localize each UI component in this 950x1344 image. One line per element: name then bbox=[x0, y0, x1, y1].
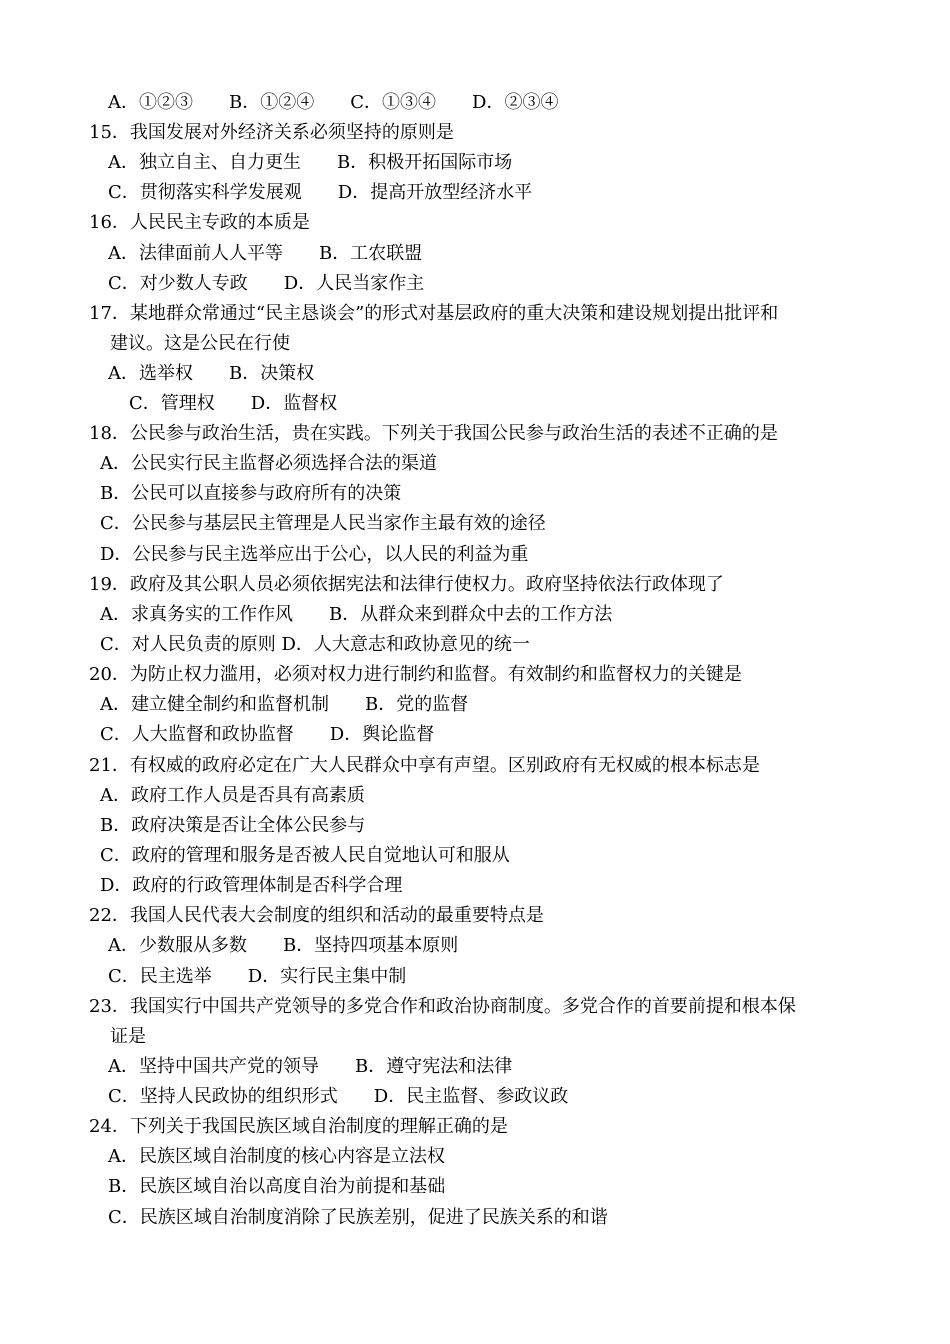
options-line-q16-ab bbox=[108, 242, 422, 266]
option-a: A．法律面前人人平等 bbox=[108, 243, 283, 264]
question-text-continued: 证是 bbox=[110, 1026, 146, 1047]
option-b: B．①②④ bbox=[229, 92, 315, 113]
options-line-q20-cd bbox=[100, 723, 434, 747]
question-text: 16．人民民主专政的本质是 bbox=[89, 212, 310, 233]
option-b: B．决策权 bbox=[229, 363, 315, 384]
option-d: D．人民当家作主 bbox=[283, 273, 425, 294]
option-c: C．管理权 bbox=[129, 393, 215, 414]
option-a: A．①②③ bbox=[108, 92, 193, 113]
option-b: B．遵守宪法和法律 bbox=[355, 1056, 513, 1077]
question-text-continued: 建议。这是公民在行使 bbox=[110, 333, 290, 354]
option-b: B．坚持四项基本原则 bbox=[283, 935, 459, 956]
option-d: D．监督权 bbox=[250, 393, 338, 414]
options-line-q23-cd bbox=[108, 1085, 568, 1109]
option-c: C．①③④ bbox=[350, 92, 437, 113]
option-b: B．从群众来到群众中去的工作方法 bbox=[329, 604, 613, 625]
option-line-q21-c bbox=[100, 844, 510, 868]
option-b: B．党的监督 bbox=[365, 694, 469, 715]
option-b: B．民族区域自治以高度自治为前提和基础 bbox=[108, 1176, 446, 1197]
options-line-q19-ab bbox=[100, 603, 612, 627]
question-text: 17．某地群众常通过“民主恳谈会”的形式对基层政府的重大决策和建设规划提出批评和 bbox=[89, 303, 779, 324]
question-text: 22．我国人民代表大会制度的组织和活动的最重要特点是 bbox=[89, 905, 544, 926]
option-c: C．人大监督和政协监督 bbox=[100, 724, 294, 745]
option-a: A．求真务实的工作作风 bbox=[100, 604, 293, 625]
option-a: A．少数服从多数 bbox=[108, 935, 247, 956]
options-line-q14 bbox=[108, 91, 558, 115]
options-line-q15-ab bbox=[108, 151, 512, 175]
options-line-q22-ab bbox=[108, 934, 458, 958]
option-d: D．舆论监督 bbox=[329, 724, 435, 745]
option-a: A．政府工作人员是否具有高素质 bbox=[100, 785, 365, 806]
option-c: C．公民参与基层民主管理是人民当家作主最有效的途径 bbox=[100, 513, 546, 534]
option-a: A．坚持中国共产党的领导 bbox=[108, 1056, 319, 1077]
option-a: A．公民实行民主监督必须选择合法的渠道 bbox=[100, 453, 437, 474]
question-17 bbox=[89, 302, 778, 326]
option-c: C．民主选举 bbox=[108, 966, 212, 987]
option-a: A．独立自主、自力更生 bbox=[108, 152, 301, 173]
option-c: C．政府的管理和服务是否被人民自觉地认可和服从 bbox=[100, 845, 510, 866]
question-16 bbox=[89, 211, 310, 235]
option-line-q24-b bbox=[108, 1175, 445, 1199]
option-a: A．建立健全制约和监督机制 bbox=[100, 694, 329, 715]
option-c: C．坚持人民政协的组织形式 bbox=[108, 1086, 338, 1107]
question-text: 19．政府及其公职人员必须依据宪法和法律行使权力。政府坚持依法行政体现了 bbox=[89, 574, 724, 595]
option-line-q21-a bbox=[100, 784, 365, 808]
option-c: C．贯彻落实科学发展观 bbox=[108, 182, 302, 203]
option-line-q18-c bbox=[100, 512, 546, 536]
option-b: B．政府决策是否让全体公民参与 bbox=[100, 815, 366, 836]
option-d: D．民主监督、参政议政 bbox=[373, 1086, 569, 1107]
options-line-q19-cd bbox=[100, 633, 530, 657]
question-23 bbox=[89, 995, 796, 1019]
options-line-q15-cd bbox=[108, 181, 532, 205]
question-text: 23．我国实行中国共产党领导的多党合作和政治协商制度。多党合作的首要前提和根本保 bbox=[89, 996, 796, 1017]
option-line-q18-d bbox=[100, 543, 528, 567]
question-text: 18．公民参与政治生活，贵在实践。下列关于我国公民参与政治生活的表述不正确的是 bbox=[89, 423, 778, 444]
option-d: D．②③④ bbox=[472, 92, 559, 113]
options-line-q17-cd bbox=[129, 392, 337, 416]
options-line-q20-ab bbox=[100, 693, 468, 717]
option-line-q24-c bbox=[108, 1206, 608, 1230]
option-d: D．公民参与民主选举应出于公心，以人民的利益为重 bbox=[100, 544, 529, 565]
question-18 bbox=[89, 422, 778, 446]
options-line-q23-ab bbox=[108, 1055, 512, 1079]
question-23-continued bbox=[110, 1025, 146, 1049]
option-line-q18-a bbox=[100, 452, 437, 476]
option-d: D．提高开放型经济水平 bbox=[337, 182, 533, 203]
option-b: B．公民可以直接参与政府所有的决策 bbox=[100, 483, 402, 504]
option-line-q21-d bbox=[100, 874, 402, 898]
options-line-q17-ab bbox=[108, 362, 314, 386]
option-a: A．民族区域自治制度的核心内容是立法权 bbox=[108, 1146, 445, 1167]
question-15 bbox=[89, 121, 454, 145]
option-c: C．对少数人专政 bbox=[108, 273, 248, 294]
option-b: B．工农联盟 bbox=[319, 243, 423, 264]
question-20 bbox=[89, 663, 742, 687]
option-line-q21-b bbox=[100, 814, 365, 838]
option-a: A．选举权 bbox=[108, 363, 193, 384]
option-c: C．民族区域自治制度消除了民族差别，促进了民族关系的和谐 bbox=[108, 1207, 608, 1228]
question-21 bbox=[89, 754, 760, 778]
options-line-q22-cd bbox=[108, 965, 406, 989]
question-24 bbox=[89, 1115, 508, 1139]
options-line-q16-cd bbox=[108, 272, 424, 296]
question-text: 24．下列关于我国民族区域自治制度的理解正确的是 bbox=[89, 1116, 508, 1137]
option-c-d: C．对人民负责的原则 D．人大意志和政协意见的统一 bbox=[100, 634, 530, 655]
option-d: D．政府的行政管理体制是否科学合理 bbox=[100, 875, 403, 896]
question-text: 21．有权威的政府必定在广大人民群众中享有声望。区别政府有无权威的根本标志是 bbox=[89, 755, 760, 776]
question-text: 15．我国发展对外经济关系必须坚持的原则是 bbox=[89, 122, 454, 143]
option-line-q18-b bbox=[100, 482, 401, 506]
question-19 bbox=[89, 573, 724, 597]
option-b: B．积极开拓国际市场 bbox=[337, 152, 513, 173]
question-text: 20．为防止权力滥用，必须对权力进行制约和监督。有效制约和监督权力的关键是 bbox=[89, 664, 742, 685]
option-d: D．实行民主集中制 bbox=[247, 966, 407, 987]
option-line-q24-a bbox=[108, 1145, 445, 1169]
question-22 bbox=[89, 904, 544, 928]
question-17-continued bbox=[110, 332, 290, 356]
